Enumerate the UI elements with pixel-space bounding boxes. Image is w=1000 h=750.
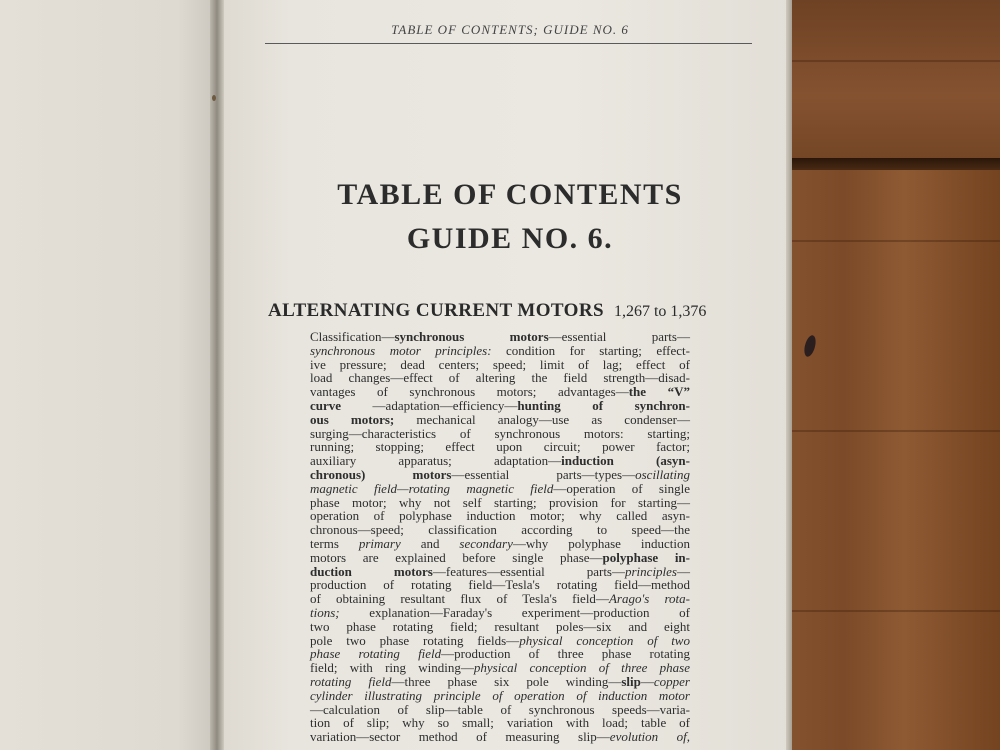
contents-segment: chronous) motors [310,466,452,482]
contents-segment: synchronous motor principles: [310,342,492,358]
contents-segment: variation—sector method of measuring slip— [310,729,610,745]
contents-segment: auxiliary apparatus; adaptation— [310,453,562,469]
contents-segment: explanation—Faraday's experiment—production of [339,604,690,620]
header-rule [265,43,752,44]
contents-segment: physical conception of three phase [473,660,690,676]
contents-line [310,634,690,648]
contents-line [310,413,690,427]
contents-segment: —features—essential parts— [432,563,625,579]
contents-segment: —calculation of slip—table of synchronous speeds—varia- [310,701,690,717]
contents-line [310,330,690,344]
contents-line [310,578,690,592]
contents-segment: tion of slip; why so small; variation with load; table of [310,715,690,731]
section-name: ALTERNATING CURRENT MOTORS [268,300,604,321]
contents-segment: copper [653,673,690,689]
contents-line [310,509,690,523]
left-page [0,0,222,750]
wood-knot [802,334,817,358]
contents-segment: vantages of synchronous motors; advantages— [310,384,629,400]
paper-speck [212,95,216,101]
contents-segment: induction (asyn- [561,453,690,469]
page-edge [786,0,792,750]
contents-segment: polyphase in- [602,549,690,565]
contents-line [310,551,690,565]
contents-segment: hunting of synchron- [517,397,690,413]
contents-line [310,440,690,454]
contents-segment: duction motors [310,563,433,579]
contents-segment: condition for starting; effect- [491,342,690,358]
contents-segment: synchronous motors [394,329,549,344]
contents-line [310,399,690,413]
wood-plank [760,0,1000,160]
contents-segment: —production of three phase rotating [441,646,690,662]
contents-segment: surging—characteristics of synchronous motors: starting; [310,425,690,441]
contents-segment: —three phase six pole winding— [391,673,622,689]
contents-line [310,606,690,620]
contents-line [310,647,690,661]
contents-segment: phase motor; why not self starting; provision for starting— [310,494,690,510]
contents-line [310,675,690,689]
book-gutter [210,0,224,750]
contents-segment: —why polyphase induction [512,535,690,551]
contents-segment: rotating field [310,673,392,689]
contents-segment: running; stopping; effect upon circuit; power factor; [310,439,690,455]
contents-segment: magnetic field—rotating magnetic field [310,480,554,496]
contents-segment: phase rotating field [310,646,442,662]
wooden-table [760,0,1000,750]
contents-segment: —essential parts—types— [451,466,636,482]
contents-line [310,496,690,510]
contents-line [310,344,690,358]
contents-segment: principles [625,563,677,579]
contents-segment: ous motors; [310,411,395,427]
section-page-range: 1,267 to 1,376 [613,303,707,320]
contents-segment: —operation of single [553,480,690,496]
contents-line [310,703,690,717]
wood-grain [760,60,1000,62]
contents-segment: —essential parts— [548,329,690,344]
contents-segment: —adaptation—efficiency— [341,397,518,413]
page-title-line2: GUIDE NO. 6. [406,222,614,255]
contents-segment: Classification— [310,329,395,344]
contents-line [310,482,690,496]
contents-segment: pole two phase rotating fields— [310,632,520,648]
contents-segment: physical conception of two [519,632,690,648]
contents-segment: production of rotating field—Tesla's rotating field—method [310,577,690,593]
section-contents [310,330,690,744]
contents-line [310,661,690,675]
contents-segment: operation of polyphase induction motor; why called asyn- [310,508,690,524]
contents-line [310,358,690,372]
contents-line [310,523,690,537]
contents-line [310,730,690,744]
contents-segment: cylinder illustrating principle of operation of induction motor [310,687,690,703]
contents-line [310,371,690,385]
contents-segment: motors are explained before single phase— [310,549,603,565]
contents-line [310,689,690,703]
contents-segment: of obtaining resultant flux of Tesla's field— [310,591,609,607]
contents-line [310,537,690,551]
contents-line [310,385,690,399]
contents-segment: — [640,673,654,689]
contents-segment: Arago's rota- [608,591,690,607]
contents-segment: tions; [310,604,340,620]
contents-segment: oscillating [635,466,690,482]
contents-line [310,716,690,730]
section-heading [268,300,768,322]
plank-gap [760,158,1000,170]
running-head: TABLE OF CONTENTS; GUIDE NO. 6 [391,22,629,37]
contents-line [310,427,690,441]
contents-segment: primary [358,535,401,551]
contents-segment: chronous—speed; classification according to speed—the [310,522,690,538]
contents-line [310,592,690,606]
contents-segment: two phase rotating field; resultant poles—six and eight [310,618,690,634]
wood-grain [760,610,1000,612]
contents-segment: ive pressure; dead centers; speed; limit of lag; effect of [310,356,690,372]
contents-segment: load changes—effect of altering the field strength—disad- [310,370,690,386]
contents-segment: secondary [459,535,513,551]
contents-segment: terms [310,535,359,551]
contents-line [310,620,690,634]
page-title-line1: TABLE OF CONTENTS [337,178,683,211]
contents-segment: — [677,563,690,579]
contents-segment: slip [621,673,641,689]
contents-segment: evolution of, [609,729,690,745]
contents-line [310,565,690,579]
contents-segment: and [400,535,460,551]
contents-line [310,454,690,468]
contents-segment: mechanical analogy—use as condenser— [394,411,690,427]
wood-grain [760,240,1000,242]
contents-segment: curve [310,397,342,413]
contents-line [310,468,690,482]
contents-segment: field; with ring winding— [310,660,474,676]
contents-segment: the “V” [628,384,690,400]
wood-grain [760,430,1000,432]
